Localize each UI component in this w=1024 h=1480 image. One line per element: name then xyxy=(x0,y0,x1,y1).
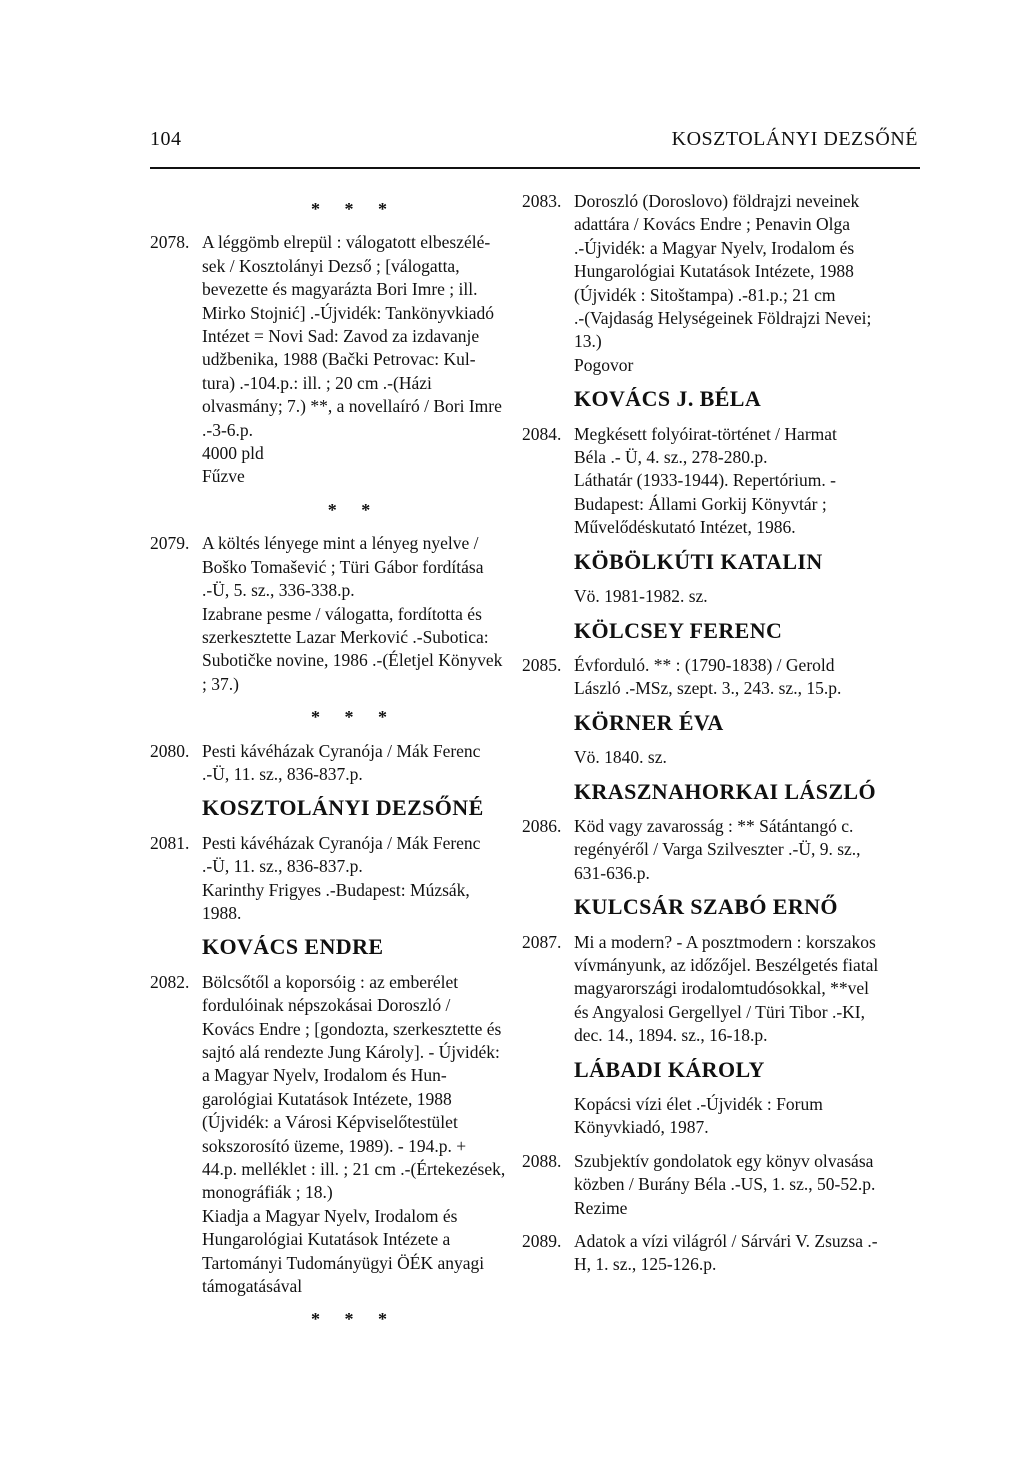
entry-body xyxy=(202,832,506,926)
entry-2088 xyxy=(522,1150,922,1220)
entry-line: Köd vagy zavarosság : ** Sátántangó c. xyxy=(574,815,854,836)
entry-line: Könyvkiadó, 1987. xyxy=(574,1117,709,1138)
entry-line: 4000 pld xyxy=(202,443,264,464)
page-header xyxy=(150,128,918,168)
entry-line: a Magyar Nyelv, Irodalom és Hun- xyxy=(202,1065,447,1086)
entry-body xyxy=(574,1230,922,1277)
entry-number: 2079. xyxy=(150,533,190,554)
cross-reference xyxy=(574,746,922,769)
entry-2082 xyxy=(150,971,506,1299)
entry-line: 1988. xyxy=(202,902,242,923)
separator-stars: * * * xyxy=(311,1309,397,1330)
author-heading: KÖRNER ÉVA xyxy=(574,709,724,735)
entry-line: .-Ü, 11. sz., 836-837.p. xyxy=(202,763,363,784)
entry-body xyxy=(574,815,922,885)
entry-line: sokszorosító üzeme, 1989). - 194.p. + xyxy=(202,1135,467,1156)
entry-line: 44.p. melléklet : ill. ; 21 cm .-(Értekezések, xyxy=(202,1159,506,1180)
entry-line: sek / Kosztolányi Dezső ; [válogatta, xyxy=(202,255,460,276)
entry-number: 2080. xyxy=(150,740,190,761)
entry-body xyxy=(202,532,506,696)
entry-line: adattára / Kovács Endre ; Penavin Olga xyxy=(574,214,851,235)
entry-line: Pogovor xyxy=(574,354,634,375)
entry-line: Megkésett folyóirat-történet / Harmat xyxy=(574,423,837,444)
entry-line: (Újvidék : Sitoštampa) .-81.p.; 21 cm xyxy=(574,284,836,305)
entry-2081 xyxy=(150,832,506,926)
author-heading: LÁBADI KÁROLY xyxy=(574,1056,765,1082)
entry-line: A költés lényege mint a lényeg nyelve / xyxy=(202,533,479,554)
entry-number: 2082. xyxy=(150,971,190,992)
unnumbered-entry xyxy=(574,1093,922,1140)
entry-line: Hungarológiai Kutatások Intézete, 1988 xyxy=(574,261,854,282)
entry-2078 xyxy=(150,231,506,488)
entry-line: közben / Burány Béla .-US, 1. sz., 50-52.p. xyxy=(574,1174,876,1195)
entry-line: László .-MSz, szept. 3., 243. sz., 15.p. xyxy=(574,678,842,699)
entry-line: .-Újvidék: a Magyar Nyelv, Irodalom és xyxy=(574,237,855,258)
entry-number: 2088. xyxy=(522,1150,562,1171)
author-heading: KRASZNAHORKAI LÁSZLÓ xyxy=(574,778,877,804)
entry-line: vívmányunk, az időzőjel. Beszélgetés fiatal xyxy=(574,954,879,975)
entry-line: 631-636.p. xyxy=(574,862,650,883)
entry-line: H, 1. sz., 125-126.p. xyxy=(574,1254,717,1275)
entry-line: 13.) xyxy=(574,331,602,352)
entry-line: Tartományi Tudományügyi ÖÉK anyagi xyxy=(202,1252,485,1273)
right-column xyxy=(522,190,922,1287)
entry-line: Rezime xyxy=(574,1197,628,1218)
entry-line: Pesti kávéházak Cyranója / Mák Ferenc xyxy=(202,740,481,761)
entry-number: 2081. xyxy=(150,832,190,853)
entry-line: Doroszló (Doroslovo) földrajzi neveinek xyxy=(574,191,860,211)
header-rule xyxy=(150,167,920,169)
entry-line: tura) .-104.p.: ill. ; 20 cm .-(Házi xyxy=(202,372,432,393)
entry-2087 xyxy=(522,931,922,1048)
entry-line: Kopácsi vízi élet .-Újvidék : Forum xyxy=(574,1094,823,1114)
left-column xyxy=(150,190,506,1342)
entry-line: Hungarológiai Kutatások Intézete a xyxy=(202,1229,451,1250)
entry-number: 2078. xyxy=(150,232,190,253)
entry-line: Izabrane pesme / válogatta, fordította és xyxy=(202,603,482,624)
entry-line: udžbenika, 1988 (Bački Petrovac: Kul- xyxy=(202,349,476,370)
entry-line: Évforduló. ** : (1790-1838) / Gerold xyxy=(574,654,835,675)
entry-body xyxy=(574,423,922,540)
separator-stars: * * * xyxy=(311,199,397,219)
entry-line: .-Ü, 11. sz., 836-837.p. xyxy=(202,856,363,877)
entry-2079 xyxy=(150,532,506,696)
separator-stars: * * xyxy=(327,499,381,520)
entry-line: Karinthy Frigyes .-Budapest: Múzsák, xyxy=(202,879,470,900)
entry-line: Adatok a vízi világról / Sárvári V. Zsuzsa .- xyxy=(574,1231,878,1252)
entry-line: Budapest: Állami Gorkij Könyvtár ; xyxy=(574,493,827,514)
entry-line: .-Ü, 5. sz., 336-338.p. xyxy=(202,580,355,601)
entry-body xyxy=(574,931,922,1048)
entry-body xyxy=(574,190,922,377)
entry-line: Vö. 1840. sz. xyxy=(574,747,667,768)
entry-line: Pesti kávéházak Cyranója / Mák Ferenc xyxy=(202,832,481,853)
entry-body xyxy=(202,740,506,787)
author-heading: KULCSÁR SZABÓ ERNŐ xyxy=(574,894,838,920)
entry-line: Láthatár (1933-1944). Repertórium. - xyxy=(574,470,836,491)
entry-line: dec. 14., 1894. sz., 16-18.p. xyxy=(574,1025,768,1046)
entry-line: bevezette és magyarázta Bori Imre ; ill. xyxy=(202,279,478,300)
entry-line: és Angyalosi Gergellyel / Türi Tibor .-KI, xyxy=(574,1001,866,1022)
entry-line: Mirko Stojnić] .-Újvidék: Tankönyvkiadó xyxy=(202,302,495,323)
page-number: 104 xyxy=(150,128,182,150)
author-heading: KÖBÖLKÚTI KATALIN xyxy=(574,548,823,574)
entry-number: 2089. xyxy=(522,1231,562,1252)
entry-line: A léggömb elrepül : válogatott elbeszélé- xyxy=(202,232,491,253)
entry-line: (Újvidék: a Városi Képviselőtestület xyxy=(202,1112,458,1133)
entry-line: Szubjektív gondolatok egy könyv olvasása xyxy=(574,1150,874,1171)
entry-line: szerkesztette Lazar Merković .-Subotica: xyxy=(202,626,489,647)
entry-line: olvasmány; 7.) **, a novellaíró / Bori Imre xyxy=(202,396,502,417)
entry-number: 2083. xyxy=(522,191,562,211)
author-heading: KOVÁCS J. BÉLA xyxy=(574,386,762,412)
entry-line: monográfiák ; 18.) xyxy=(202,1182,333,1203)
entry-body xyxy=(202,231,506,488)
entry-line: regényéről / Varga Szilveszter .-Ü, 9. sz., xyxy=(574,839,861,860)
entry-line: Művelődéskutató Intézet, 1986. xyxy=(574,517,796,538)
entry-body xyxy=(202,971,506,1299)
cross-reference xyxy=(574,585,922,608)
entry-2086 xyxy=(522,815,922,885)
entry-line: Boško Tomašević ; Türi Gábor fordítása xyxy=(202,556,484,577)
entry-2085 xyxy=(522,654,922,701)
entry-body xyxy=(574,1150,922,1220)
entry-number: 2086. xyxy=(522,815,562,836)
entry-2089 xyxy=(522,1230,922,1277)
entry-line: sajtó alá rendezte Jung Károly]. - Újvidék: xyxy=(202,1042,500,1062)
author-heading: KÖLCSEY FERENC xyxy=(574,617,783,643)
entry-line: fordulóinak népszokásai Doroszló / xyxy=(202,995,451,1016)
entry-line: Bölcsőtől a koporsóig : az emberélet xyxy=(202,971,459,992)
entry-line: Intézet = Novi Sad: Zavod za izdavanje xyxy=(202,326,480,347)
entry-2080 xyxy=(150,740,506,787)
entry-line: Kovács Endre ; [gondozta, szerkesztette és xyxy=(202,1018,502,1039)
entry-line: ; 37.) xyxy=(202,673,239,694)
entry-line: .-(Vajdaság Helységeinek Földrajzi Nevei; xyxy=(574,308,872,329)
entry-line: támogatásával xyxy=(202,1276,303,1297)
separator-stars: * * * xyxy=(311,707,397,728)
entry-2084 xyxy=(522,423,922,540)
entry-body xyxy=(574,654,922,701)
entry-line: .-3-6.p. xyxy=(202,419,254,440)
entry-line: Subotičke novine, 1986 .-(Életjel Könyvek xyxy=(202,650,503,671)
entry-2083 xyxy=(522,190,922,377)
entry-number: 2085. xyxy=(522,654,562,675)
entry-line: garológiai Kutatások Intézete, 1988 xyxy=(202,1088,452,1109)
entry-line: Vö. 1981-1982. sz. xyxy=(574,586,708,607)
entry-number: 2084. xyxy=(522,423,562,444)
entry-line: Mi a modern? - A posztmodern : korszakos xyxy=(574,931,876,952)
entry-line: Kiadja a Magyar Nyelv, Irodalom és xyxy=(202,1205,458,1226)
entry-number: 2087. xyxy=(522,931,562,952)
author-heading: KOSZTOLÁNYI DEZSŐNÉ xyxy=(202,795,484,821)
running-title: KOSZTOLÁNYI DEZSŐNÉ xyxy=(671,128,918,150)
entry-line: Fűzve xyxy=(202,466,245,487)
entry-line: magyarországi irodalomtudósokkal, **vel xyxy=(574,978,869,999)
author-heading: KOVÁCS ENDRE xyxy=(202,934,384,960)
entry-line: Béla .- Ü, 4. sz., 278-280.p. xyxy=(574,447,768,468)
